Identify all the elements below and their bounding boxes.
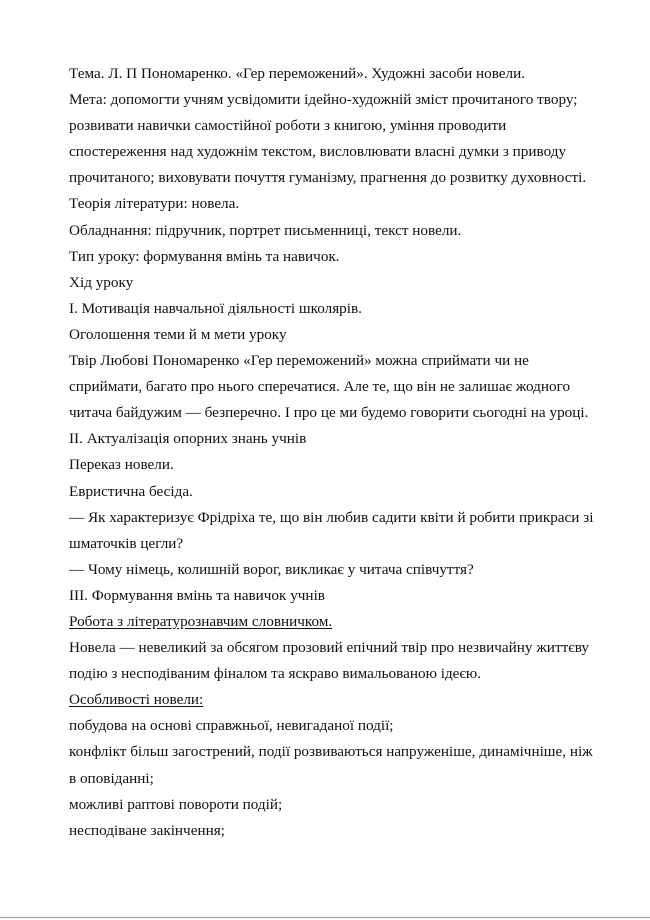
- section-2-heading: ІІ. Актуалізація опорних знань учнів: [69, 430, 307, 448]
- announcement-line: Оголошення теми й м мети уроку: [69, 325, 287, 343]
- novella-definition-line-1: Новела — невеликий за обсягом прозовий епічний твір про незвичайну життєву: [69, 639, 589, 657]
- feature-4-line: несподіване закінчення;: [69, 821, 225, 839]
- novella-features-heading: Особливості новели:: [69, 691, 204, 709]
- page-bottom-divider: [0, 917, 650, 918]
- goal-line-4: прочитаного; виховувати почуття гуманізму, прагнення до розвитку духовності.: [69, 169, 587, 187]
- feature-1-line: побудова на основі справжньої, невигаданої події;: [69, 717, 394, 735]
- topic-line: Тема. Л. П Пономаренко. «Гер переможений». Художні засоби новели.: [69, 65, 526, 82]
- goal-line-3: спостереження над художнім текстом, висловлювати власні думки з приводу: [69, 143, 567, 161]
- equipment-line: Обладнання: підручник, портрет письменниці, текст новели.: [69, 221, 462, 239]
- section-3-heading: ІІІ. Формування вмінь та навичок учнів: [69, 586, 325, 604]
- literature-theory-line: Теорія літератури: новела.: [69, 195, 240, 213]
- intro-paragraph-line-3: читача байдужим — безперечно. І про це ми будемо говорити сьогодні на уроці.: [69, 404, 589, 422]
- question-2-line: — Чому німець, колишній ворог, викликає у читача співчуття?: [69, 560, 474, 578]
- retelling-line: Переказ новели.: [69, 456, 174, 474]
- goal-line-2: розвивати навички самостійної роботи з книгою, уміння проводити: [69, 117, 507, 135]
- heuristic-talk-line: Евристична бесіда.: [69, 482, 193, 500]
- document-text: [69, 61, 614, 844]
- goal-line-1: Мета: допомогти учням усвідомити ідейно-художній зміст прочитаного твору;: [69, 91, 578, 109]
- feature-2-line-1: конфлікт більш загострений, події розвиваються напруженіше, динамічніше, ніж: [69, 743, 593, 761]
- lesson-type-line: Тип уроку: формування вмінь та навичок.: [69, 247, 340, 265]
- feature-2-line-2: в оповіданні;: [69, 769, 154, 787]
- feature-3-line: можливі раптові повороти подій;: [69, 795, 283, 813]
- novella-definition-line-2: подію з несподіваним фіналом та яскраво вимальованою ідеєю.: [69, 665, 482, 683]
- intro-paragraph-line-2: сприймати, багато про нього сперечатися. Але те, що він не залишає жодного: [69, 378, 571, 396]
- question-1-line-1: — Як характеризує Фрідріха те, що він любив садити квіти й робити прикраси зі: [69, 508, 594, 526]
- lesson-progress-heading: Хід уроку: [69, 273, 134, 291]
- section-1-heading: І. Мотивація навчальної діяльності школярів.: [69, 299, 362, 317]
- glossary-work-heading: Робота з літературознавчим словничком.: [69, 612, 333, 630]
- question-1-line-2: шматочків цегли?: [69, 534, 184, 552]
- intro-paragraph-line-1: Твір Любові Пономаренко «Гер переможений» можна сприймати чи не: [69, 352, 529, 370]
